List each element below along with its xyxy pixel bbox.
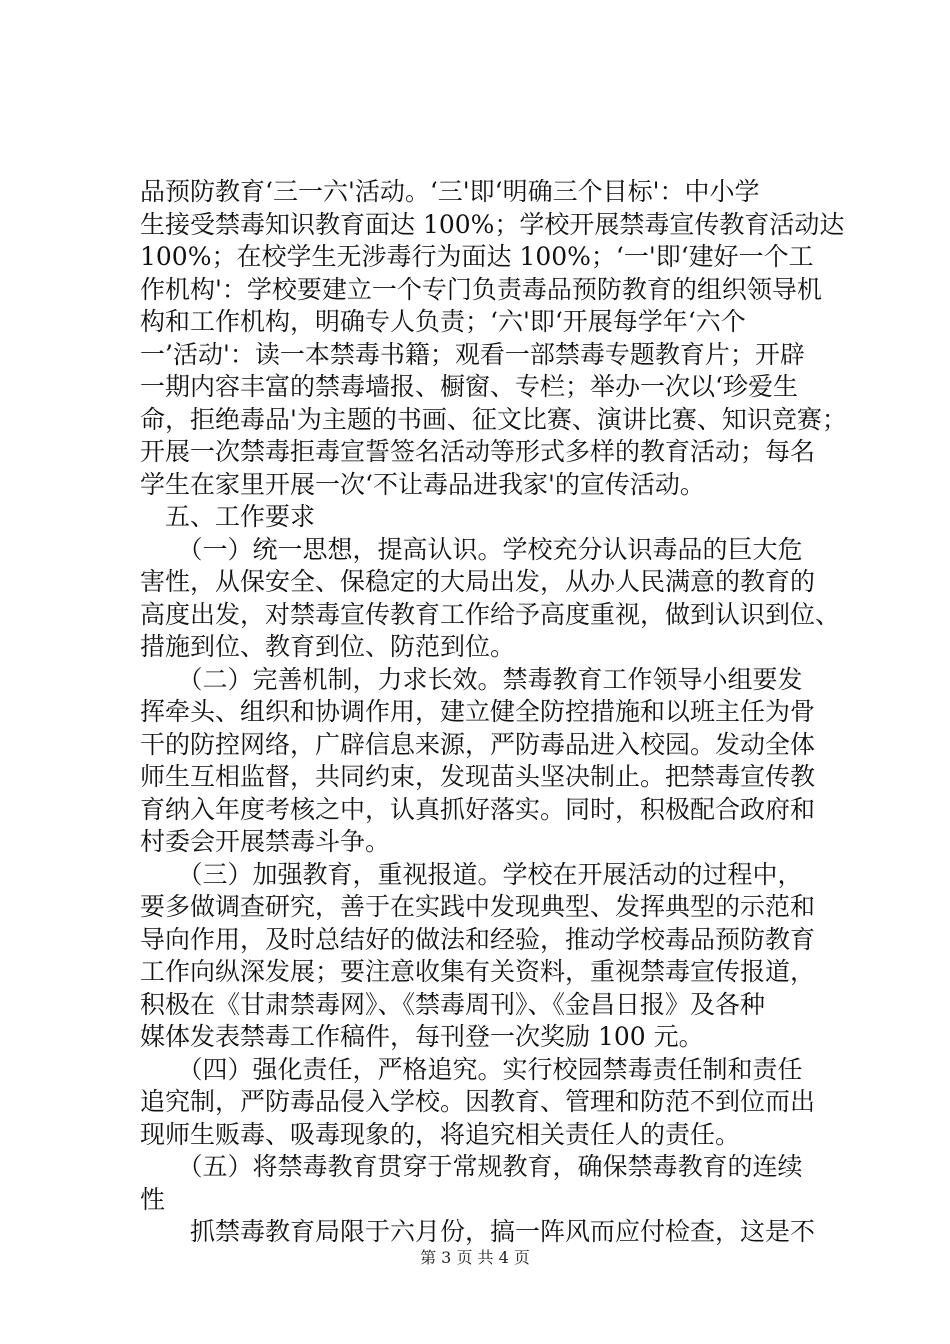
text-line: 现师生贩毒、吸毒现象的，将追究相关责任人的责任。 xyxy=(140,1119,741,1149)
text-line: 干的防控网络，广辟信息来源，严防毒品进入校园。发动全体 xyxy=(140,729,816,759)
text-line: 导向作用，及时总结好的做法和经验，推动学校毒品预防教育 xyxy=(140,924,816,954)
text-line: （三）加强教育，重视报道。学校在开展活动的过程中， xyxy=(140,859,803,889)
section-heading: 五、工作要求 xyxy=(140,502,316,531)
text-line: 学生在家里开展一次‘不让毒品进我家'的宣传活动。 xyxy=(140,469,705,499)
text-line: （一）统一思想，提高认识。学校充分认识毒品的巨大危 xyxy=(140,534,803,564)
text-line: 品预防教育‘三一六'活动。‘三'即‘明确三个目标'：中小学 xyxy=(140,177,760,206)
text-line: 一期内容丰富的禁毒墙报、橱窗、专栏；举办一次以‘珍爱生 xyxy=(140,372,798,401)
text-line: 构和工作机构，明确专人负责；‘六'即‘开展每学年‘六个 xyxy=(140,307,746,336)
text-line: 挥牵头、组织和协调作用，建立健全防控措施和以班主任为骨 xyxy=(140,697,816,726)
text-line: 要多做调查研究，善于在实践中发现典型、发挥典型的示范和 xyxy=(140,892,816,921)
text-line: 生接受禁毒知识教育面达 100%；学校开展禁毒宣传教育活动达 xyxy=(140,209,845,239)
text-line: （五）将禁毒教育贯穿于常规教育，确保禁毒教育的连续 xyxy=(140,1152,803,1181)
page-number-footer: 第 3 页 共 4 页 xyxy=(420,1248,530,1267)
text-line: 作机构'：学校要建立一个专门负责毒品预防教育的组织领导机 xyxy=(140,274,822,304)
text-line: 抓禁毒教育局限于六月份，搞一阵风而应付检查，这是不 xyxy=(140,1217,816,1246)
text-line: 性 xyxy=(140,1184,166,1214)
body-text xyxy=(140,176,847,1249)
text-line: 高度出发，对禁毒宣传教育工作给予高度重视，做到认识到位、 xyxy=(140,599,841,629)
text-line: 村委会开展禁毒斗争。 xyxy=(140,827,391,856)
text-line: 措施到位、教育到位、防范到位。 xyxy=(140,632,516,661)
text-line: 命，拒绝毒品'为主题的书画、征文比赛、演讲比赛、知识竞赛； xyxy=(140,404,847,434)
text-line: 追究制，严防毒品侵入学校。因教育、管理和防范不到位而出 xyxy=(140,1087,816,1116)
text-line: （二）完善机制，力求长效。禁毒教育工作领导小组要发 xyxy=(140,664,803,694)
text-line: 育纳入年度考核之中，认真抓好落实。同时，积极配合政府和 xyxy=(140,794,816,824)
text-line: 害性，从保安全、保稳定的大局出发，从办人民满意的教育的 xyxy=(140,567,816,596)
text-line: 积极在《甘肃禁毒网》、《禁毒周刊》、《金昌日报》及各种 xyxy=(140,989,766,1019)
text-line: 一’活动'：读一本禁毒书籍；观看一部禁毒专题教育片；开辟 xyxy=(140,339,805,369)
text-line: 开展一次禁毒拒毒宣誓签名活动等形式多样的教育活动；每名 xyxy=(140,437,816,466)
text-line: 工作向纵深发展；要注意收集有关资料，重视禁毒宣传报道， xyxy=(140,957,816,986)
text-line: 师生互相监督，共同约束，发现苗头坚决制止。把禁毒宣传教 xyxy=(140,762,816,791)
text-line: 媒体发表禁毒工作稿件，每刊登一次奖励 100 元。 xyxy=(140,1022,704,1051)
text-line: 100%；在校学生无涉毒行为面达 100%；‘一'即‘建好一个工 xyxy=(140,242,814,271)
text-line: （四）强化责任，严格追究。实行校园禁毒责任制和责任 xyxy=(140,1054,803,1084)
